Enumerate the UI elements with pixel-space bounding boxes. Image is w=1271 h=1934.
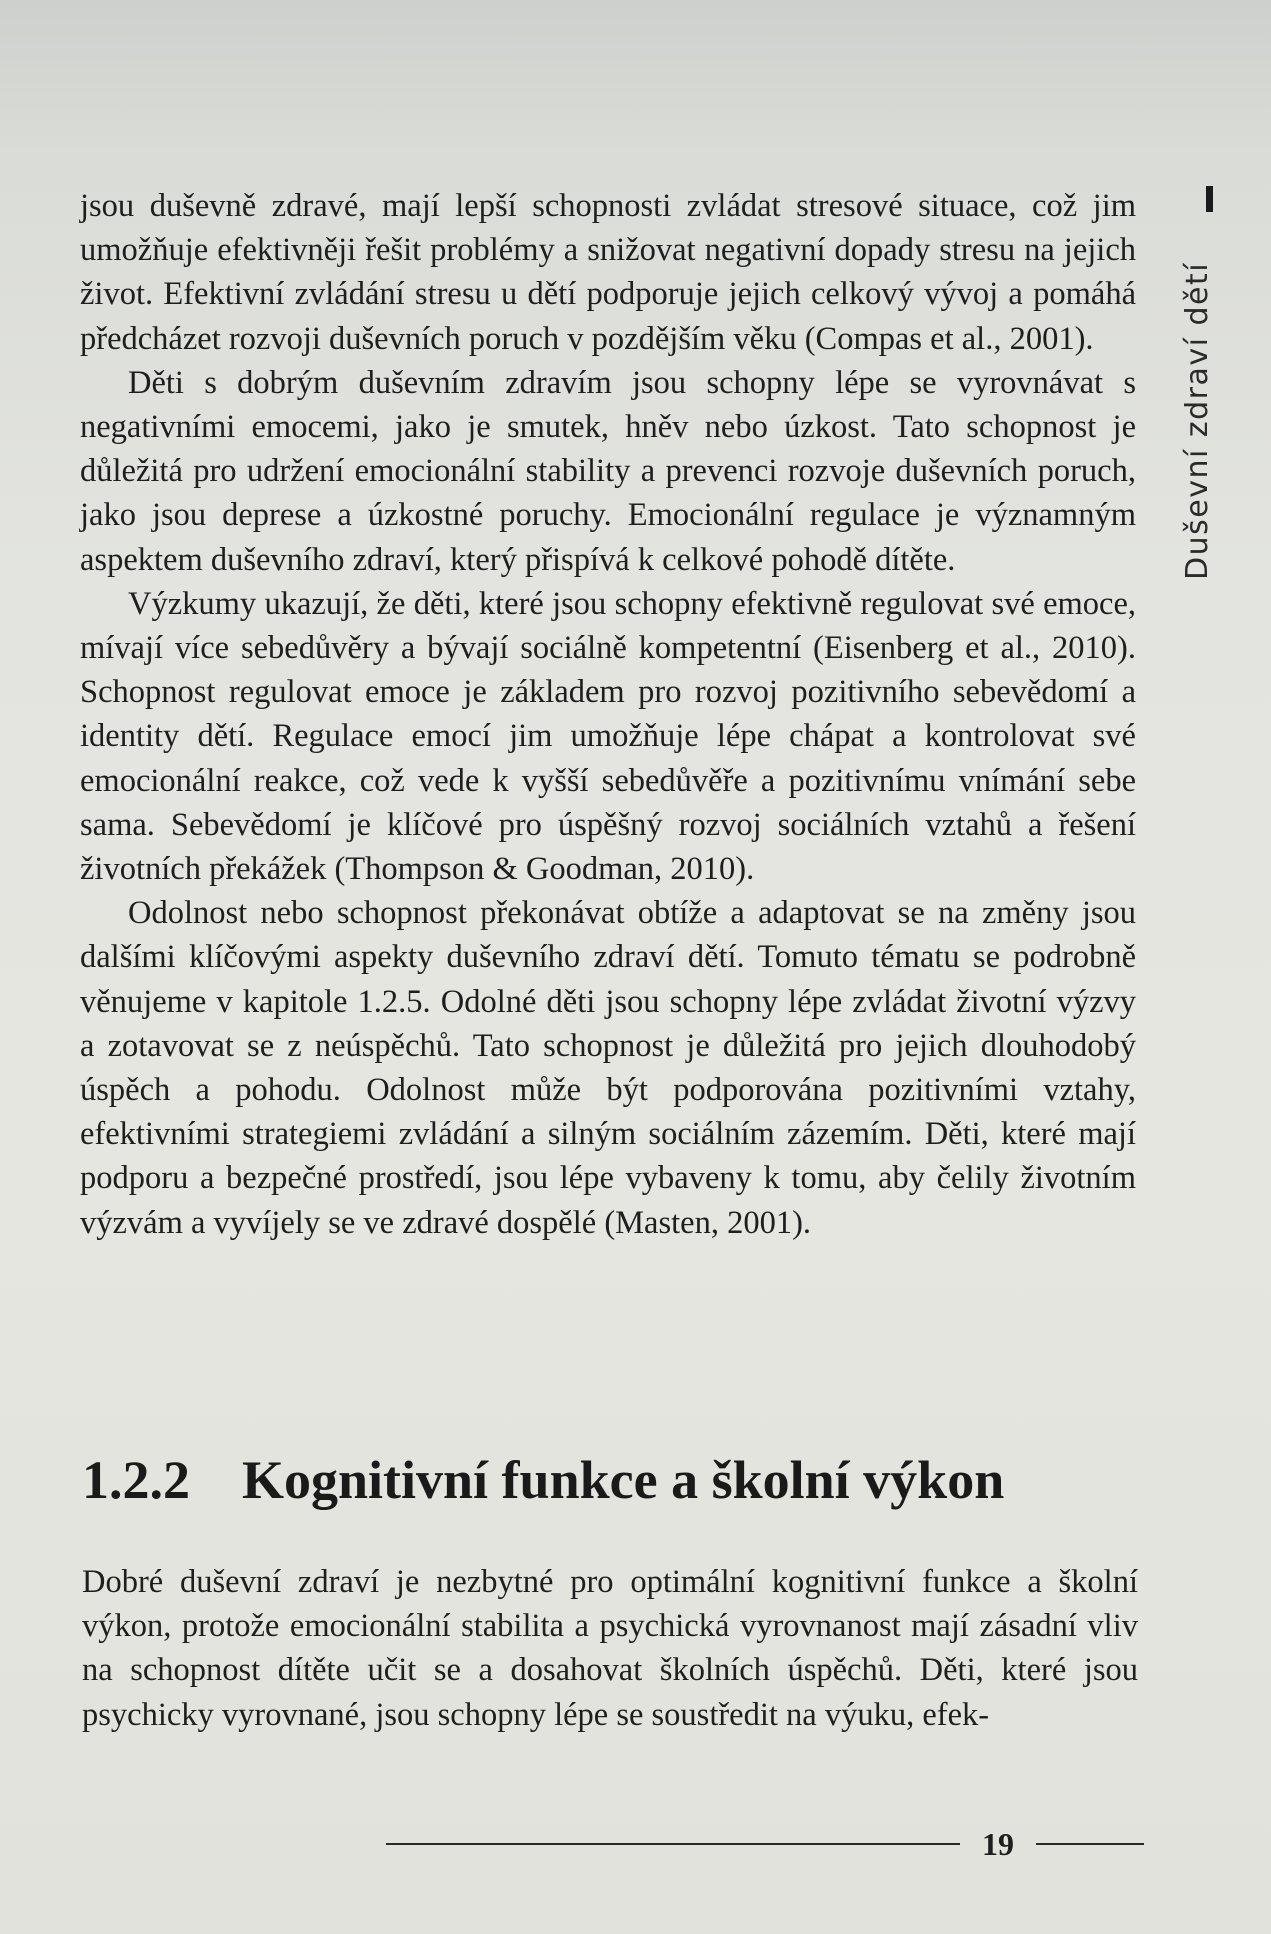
footer-rule-right: [1036, 1843, 1144, 1845]
section-heading: [82, 1450, 1142, 1510]
paragraph-4: Odolnost nebo schopnost překonávat obtíže a adaptovat se na změny jsou dalšími klíčovými aspekty duševního zdraví dětí. Tomuto tématu se podrobně věnujeme v kapitole 1.2.5. Odolné děti jsou schopny lépe zvládat životní výzvy a zotavovat se z neúspěchů. Tato schopnost je důležitá pro jejich dlouhodobý úspěch a pohodu. Odolnost může být podporována pozitivními vztahy, efektivními strategiemi zvládání a silným sociálním zázemím. Děti, které mají podporu a bezpečné prostředí, jsou lépe vybaveny k tomu, aby čelily životním výzvám a vyvíjely se ve zdravé dospělé (Masten, 2001).: [80, 895, 1136, 1241]
footer-rule-left: [386, 1843, 960, 1845]
paragraph-2: Děti s dobrým duševním zdravím jsou schopny lépe se vyrovnávat s negativními emocemi, jako je smutek, hněv nebo úzkost. Tato schopnost je důležitá pro udržení emocionální stability a prevenci rozvoje duševních poruch, jako jsou deprese a úzkostné poruchy. Emocionální regulace je významným aspektem duševního zdraví, který přispívá k celkové pohodě dítěte.: [80, 364, 1136, 578]
section-title: Kognitivní funkce a školní výkon: [242, 1450, 1005, 1510]
section-number: 1.2.2: [82, 1450, 190, 1510]
paragraph-1: jsou duševně zdravé, mají lepší schopnosti zvládat stresové situace, což jim umožňuje efektivněji řešit problémy a snižovat negativní dopady stresu na jejich život. Efektivní zvládání stresu u dětí podporuje jejich celkový vývoj a pomáhá předcházet rozvoji duševních poruch v pozdějším věku (Compas et al., 2001).: [80, 188, 1136, 357]
body-text: [80, 184, 1136, 1245]
page-number: 19: [982, 1826, 1014, 1862]
section-paragraph: Dobré duševní zdraví je nezbytné pro optimální kognitivní funkce a školní výkon, protože emocionální stabilita a psychická vyrovnanost mají zásadní vliv na schopnost dítěte učit se a dosahovat školních úspěchů. Děti, které jsou psychicky vyrovnané, jsou schopny lépe se soustředit na výuku, efek-: [82, 1564, 1138, 1733]
paragraph-3: Výzkumy ukazují, že děti, které jsou schopny efektivně regulovat své emoce, mívají více sebedůvěry a bývají sociálně kompetentní (Eisenberg et al., 2010). Schopnost regulovat emoce je základem pro rozvoj pozitivního sebevědomí a identity dětí. Regulace emocí jim umožňuje lépe chápat a kontrolovat své emocionální reakce, což vede k vyšší sebedůvěře a pozitivnímu vnímání sebe sama. Sebevědomí je klíčové pro úspěšný rozvoj sociálních vztahů a řešení životních překážek (Thompson & Goodman, 2010).: [80, 585, 1136, 888]
chapter-marker-bar: [1206, 186, 1213, 212]
section-body: [82, 1560, 1138, 1737]
chapter-side-tab: Duševní zdraví dětí: [1180, 261, 1215, 580]
